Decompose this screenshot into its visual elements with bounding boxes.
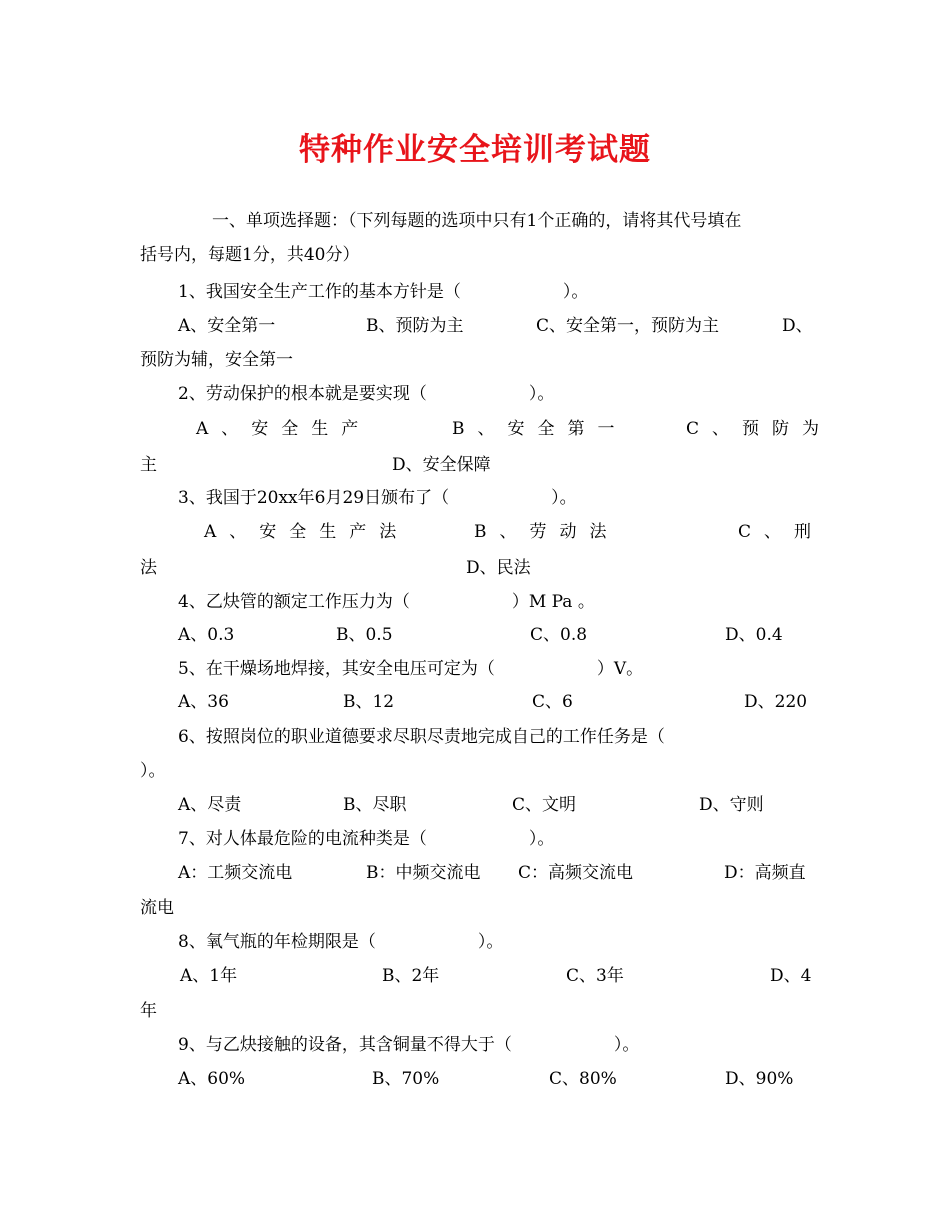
question-5-option-a: A、36: [178, 692, 229, 712]
question-4-option-c: C、0.8: [530, 625, 588, 645]
page-title: 特种作业安全培训考试题: [299, 132, 651, 168]
question-6-option-b: B、尽职: [343, 795, 407, 815]
question-3-option-d: D、民法: [466, 558, 531, 578]
question-7-option-d-wrap: 流电: [140, 898, 174, 918]
question-3-option-a: A、安全生产法: [204, 522, 410, 542]
question-4-option-d: D、0.4: [725, 625, 783, 645]
question-1-option-a: A、安全第一: [178, 316, 276, 336]
question-6-stem: 6、按照岗位的职业道德要求尽职尽责地完成自己的工作任务是（: [178, 727, 665, 747]
question-3-option-c-wrap: 法: [140, 558, 157, 578]
question-5-option-d: D、220: [744, 692, 808, 712]
question-7-option-a: A：工频交流电: [178, 863, 293, 883]
question-1-option-c: C、安全第一，预防为主: [536, 316, 720, 336]
question-8-option-b: B、2年: [382, 966, 440, 986]
question-8-option-a: A、1年: [180, 966, 238, 986]
question-1-option-d: D、: [782, 316, 813, 336]
question-7-option-b: B：中频交流电: [366, 863, 481, 883]
question-4-option-a: A、0.3: [178, 625, 235, 645]
question-2-stem: 2、劳动保护的根本就是要实现（ ）。: [178, 384, 555, 404]
question-2-option-c-wrap: 主: [140, 455, 157, 475]
question-1-stem: 1、我国安全生产工作的基本方针是（ ）。: [178, 282, 589, 302]
question-3-option-b: B、劳动法: [474, 522, 620, 542]
question-9-option-a: A、60%: [178, 1069, 246, 1089]
question-7-option-d: D：高频直: [724, 863, 806, 883]
question-5-stem: 5、在干燥场地焊接，其安全电压可定为（ ）V。: [178, 659, 644, 679]
question-2-option-c: C、预防为: [686, 419, 833, 439]
question-4-stem: 4、乙炔管的额定工作压力为（ ）M Pa 。: [178, 592, 595, 612]
question-9-stem: 9、与乙炔接触的设备，其含铜量不得大于（ ）。: [178, 1035, 640, 1055]
question-5-option-c: C、6: [532, 692, 573, 712]
question-1-option-d-wrap: 预防为辅，安全第一: [140, 350, 293, 370]
question-9-option-c: C、80%: [549, 1069, 617, 1089]
section-heading-line1: 一、单项选择题：（下列每题的选项中只有1个正确的，请将其代号填在: [212, 211, 742, 231]
question-8-option-c: C、3年: [566, 966, 624, 986]
question-2-option-a: A、安全生产: [196, 419, 372, 439]
question-9-option-d: D、90%: [725, 1069, 794, 1089]
section-heading-line2: 括号内，每题1分，共40分）: [140, 245, 360, 265]
question-9-option-b: B、70%: [372, 1069, 440, 1089]
question-1-option-b: B、预防为主: [366, 316, 464, 336]
question-6-option-c: C、文明: [512, 795, 577, 815]
question-6-option-d: D、守则: [699, 795, 764, 815]
question-8-option-d-wrap: 年: [140, 1001, 157, 1021]
question-7-option-c: C：高频交流电: [518, 863, 634, 883]
question-8-stem: 8、氧气瓶的年检期限是（ ）。: [178, 932, 504, 952]
question-3-option-c: C、刑: [738, 522, 825, 542]
question-3-stem: 3、我国于20xx年6月29日颁布了（ ）。: [178, 488, 577, 508]
question-7-stem: 7、对人体最危险的电流种类是（ ）。: [178, 829, 555, 849]
question-2-option-d: D、安全保障: [392, 455, 491, 475]
question-8-option-d: D、4: [770, 966, 812, 986]
question-5-option-b: B、12: [343, 692, 395, 712]
question-2-option-b: B、安全第一: [452, 419, 628, 439]
question-6-stem-continued: ）。: [140, 761, 166, 781]
question-4-option-b: B、0.5: [336, 625, 393, 645]
question-6-option-a: A、尽责: [178, 795, 242, 815]
